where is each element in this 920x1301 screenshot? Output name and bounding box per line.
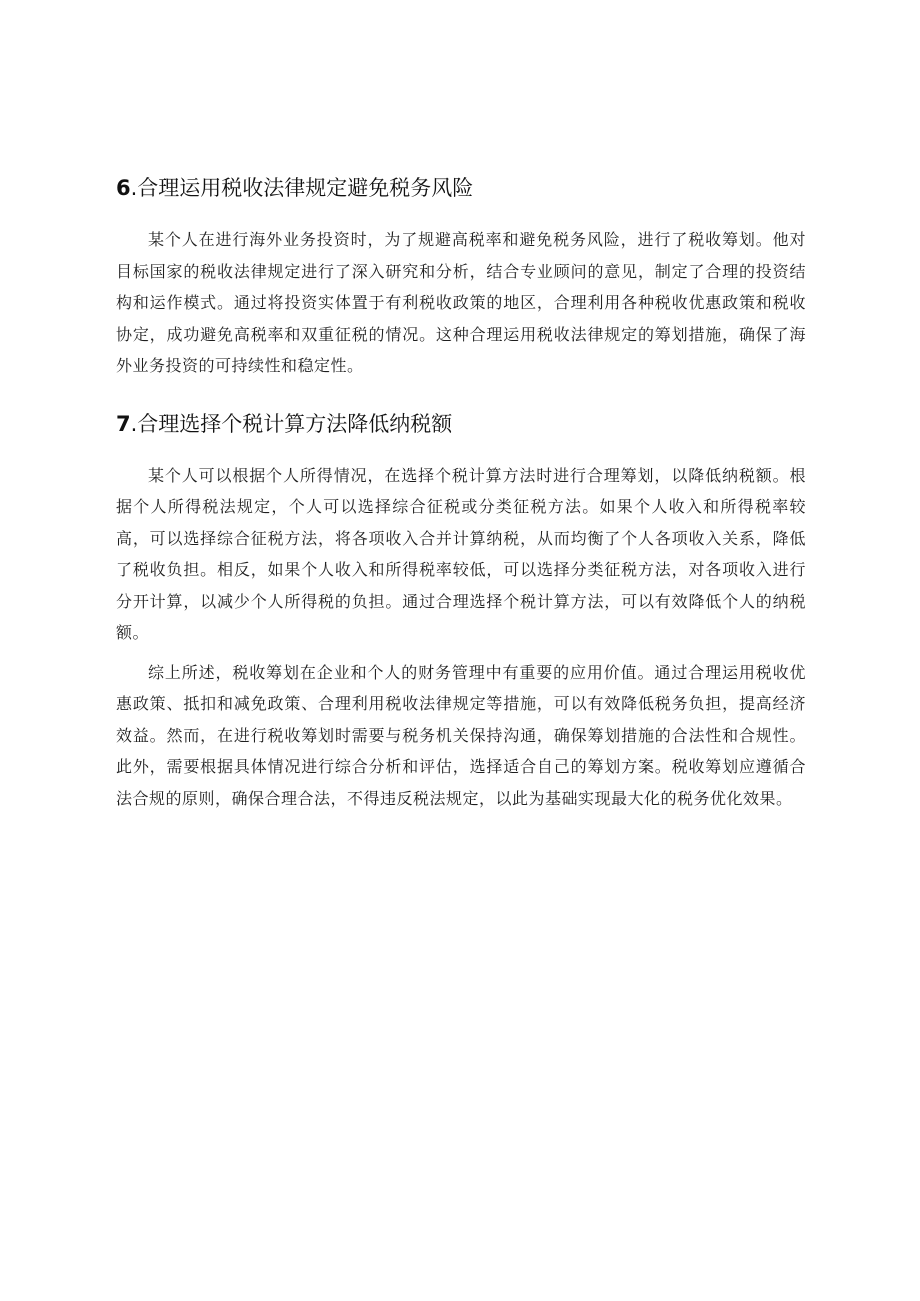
section-6-paragraph: 某个人在进行海外业务投资时，为了规避高税率和避免税务风险，进行了税收筹划。他对目标国家的税收法律规定进行了深入研究和分析，结合专业顾问的意见，制定了合理的投资结构和运作模式。通过将投资实体置于有利税收政策的地区，合理利用各种税收优惠政策和税收协定，成功避免高税率和双重征税的情况。这种合理运用税收法律规定的筹划措施，确保了海外业务投资的可持续性和稳定性。 (116, 230, 806, 375)
section-6-title: .合理运用税收法律规定避免税务风险 (130, 176, 474, 200)
section-7-paragraph: 某个人可以根据个人所得情况，在选择个税计算方法时进行合理筹划，以降低纳税额。根据个人所得税法规定，个人可以选择综合征税或分类征税方法。如果个人收入和所得税率较高，可以选择综合征税方法，将各项收入合并计算纳税，从而均衡了个人各项收入关系，降低了税收负担。相反，如果个人收入和所得税率较低，可以选择分类征税方法，对各项收入进行分开计算，以减少个人所得税的负担。通过合理选择个税计算方法，可以有效降低个人的纳税额。 (116, 465, 806, 642)
section-6-number: 6 (116, 176, 131, 200)
document-body (116, 172, 806, 814)
section-6-heading (116, 172, 806, 204)
section-7-heading (116, 408, 806, 440)
section-7-number: 7 (116, 411, 131, 436)
conclusion-paragraph: 综上所述，税收筹划在企业和个人的财务管理中有重要的应用价值。通过合理运用税收优惠政策、抵扣和减免政策、合理利用税收法律规定等措施，可以有效降低税务负担，提高经济效益。然而，在进行税收筹划时需要与税务机关保持沟通，确保筹划措施的合法性和合规性。此外，需要根据具体情况进行综合分析和评估，选择适合自己的筹划方案。税收筹划应遵循合法合规的原则，确保合理合法，不得违反税法规定，以此为基础实现最大化的税务优化效果。 (116, 662, 806, 808)
section-7-title: .合理选择个税计算方法降低纳税额 (130, 411, 453, 436)
